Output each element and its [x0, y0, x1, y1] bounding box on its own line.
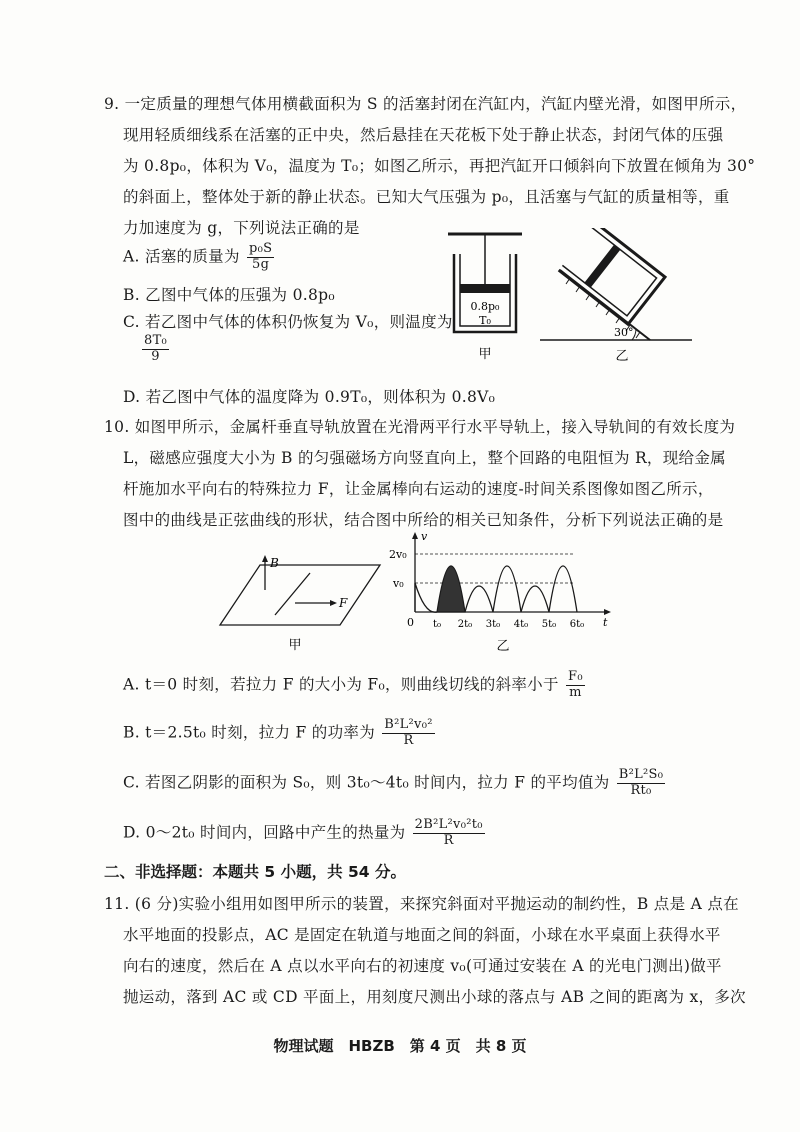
q10-option-c-text: C. 若图乙阴影的面积为 S₀，则 3t₀～4t₀ 时间内，拉力 F 的平均值为	[123, 773, 610, 792]
t-axis-arrow	[604, 609, 611, 615]
q10-line-1	[104, 415, 735, 437]
fraction-denominator: 5g	[252, 256, 270, 272]
x-tick-label: t₀	[432, 619, 442, 630]
q10-number: 10.	[104, 418, 130, 436]
curve-segment-0	[415, 583, 437, 612]
q10-option-c-fraction	[617, 768, 666, 799]
q9-figure-jia	[440, 228, 530, 368]
y-tick-label: 2v₀	[389, 548, 407, 561]
fraction-denominator: R	[443, 832, 454, 848]
shaded-hump	[437, 566, 465, 612]
q10-stem-line: 杆施加水平向右的特殊拉力 F，让金属棒向右运动的速度-时间关系图像如图乙所示，	[123, 480, 714, 498]
q9-option-c-fraction-wrap	[140, 334, 171, 365]
q11-stem-line: 水平地面的投影点，AC 是固定在轨道与地面之间的斜面，小球在水平桌面上获得水平	[123, 926, 721, 944]
q10-stem-line: 图中的曲线是正弦曲线的形状，结合图中所给的相关已知条件，分析下列说法正确的是	[123, 511, 724, 529]
gas-temp-label: T₀	[479, 314, 491, 327]
angle-label: 30°	[614, 326, 634, 339]
q10-option-c[interactable]	[123, 768, 667, 799]
piston	[584, 245, 620, 288]
fraction-numerator: 2B²L²v₀²t₀	[414, 817, 483, 832]
x-tick-label: 5t₀	[541, 619, 557, 630]
q10-option-a[interactable]	[123, 670, 587, 701]
q10-option-b[interactable]	[123, 718, 437, 749]
rails-plane	[220, 565, 380, 625]
q10-option-d-fraction	[413, 818, 485, 849]
x-tick-label: 3t₀	[485, 619, 501, 630]
force-arrow-head	[330, 600, 337, 606]
q11-stem-line: 抛运动，落到 AC 或 CD 平面上，用刻度尺测出小球的落点与 AB 之间的距离为 x，多次	[123, 988, 746, 1006]
q9-stem-line: 的斜面上，整体处于新的静止状态。已知大气压强为 p₀，且活塞与气缸的质量相等，重	[123, 188, 730, 206]
q9-option-b[interactable]: B. 乙图中气体的压强为 0.8p₀	[123, 286, 335, 304]
q9-option-a-text: A. 活塞的质量为	[123, 247, 240, 266]
fraction-numerator: B²L²S₀	[618, 767, 664, 782]
b-arrow-head	[262, 555, 268, 562]
figure-caption: 乙	[615, 349, 629, 364]
x-tick-label: 6t₀	[569, 619, 585, 630]
curve-hump	[465, 586, 493, 612]
curve-hump	[493, 566, 521, 612]
q10-option-a-text: A. t＝0 时刻，若拉力 F 的大小为 F₀，则曲线切线的斜率小于	[123, 675, 559, 694]
v-axis-arrow	[412, 532, 418, 539]
origin-label: 0	[407, 616, 414, 629]
fraction-denominator: m	[569, 684, 582, 700]
q9-stem-line: 一定质量的理想气体用横截面积为 S 的活塞封闭在汽缸内，汽缸内壁光滑，如图甲所示，	[124, 95, 747, 113]
q10-figure-yi	[385, 530, 615, 660]
q10-option-a-fraction	[566, 670, 585, 701]
q10-figure-jia	[215, 545, 395, 655]
y-tick-label: v₀	[393, 577, 404, 590]
fraction-numerator: F₀	[568, 669, 583, 684]
f-label: F	[339, 596, 348, 610]
q9-stem-line: 力加速度为 g，下列说法正确的是	[123, 219, 360, 237]
gas-pressure-label: 0.8p₀	[470, 300, 500, 313]
piston	[460, 284, 510, 293]
q10-stem-line: 如图甲所示，金属杆垂直导轨放置在光滑两平行水平导轨上，接入导轨间的有效长度为	[134, 418, 736, 436]
q9-option-c-fraction	[142, 334, 169, 365]
q9-number: 9.	[104, 95, 120, 113]
q11-line-1	[104, 892, 739, 914]
fraction-denominator: Rt₀	[630, 782, 652, 798]
q10-option-d[interactable]	[123, 818, 487, 849]
b-label: B	[270, 556, 279, 570]
q9-stem-line: 为 0.8p₀，体积为 V₀，温度为 T₀；如图乙所示，再把汽缸开口倾斜向下放置在倾角为 30°	[123, 157, 756, 175]
q9-line-1	[104, 92, 746, 114]
curve-hump	[521, 586, 549, 612]
q9-option-c-line1[interactable]: C. 若乙图中气体的体积仍恢复为 V₀，则温度为	[123, 313, 453, 331]
t-axis-label: t	[603, 616, 608, 629]
q9-figure-yi	[540, 228, 700, 368]
q11-stem-line: 向右的速度，然后在 A 点以水平向右的初速度 v₀(可通过安装在 A 的光电门测出)做平	[123, 957, 722, 975]
v-axis-label: v	[421, 530, 428, 543]
q10-option-d-text: D. 0～2t₀ 时间内，回路中产生的热量为	[123, 823, 406, 842]
figure-caption: 乙	[496, 639, 510, 654]
fraction-denominator: R	[403, 732, 414, 748]
x-tick-label: 2t₀	[457, 619, 473, 630]
q9-option-a[interactable]	[123, 242, 276, 273]
q11-number: 11.	[104, 895, 130, 913]
x-tick-label: 4t₀	[513, 619, 529, 630]
q9-option-d[interactable]: D. 若乙图中气体的温度降为 0.9T₀，则体积为 0.8V₀	[123, 388, 496, 406]
page-footer: 物理试题 HBZB 第 4 页 共 8 页	[273, 1037, 527, 1055]
cylinder-inner	[562, 228, 656, 316]
section-heading: 二、非选择题：本题共 5 小题，共 54 分。	[104, 863, 406, 881]
figure-caption: 甲	[288, 638, 302, 653]
curve-hump	[549, 566, 577, 612]
q11-stem-line: (6 分)实验小组用如图甲所示的装置，来探究斜面对平抛运动的制约性，B 点是 A 点在	[134, 895, 739, 913]
fraction-numerator: B²L²v₀²	[384, 717, 433, 732]
q10-option-b-fraction	[382, 718, 434, 749]
q9-stem-line: 现用轻质细线系在活塞的正中央，然后悬挂在天花板下处于静止状态，封闭气体的压强	[123, 126, 724, 144]
tilted-cylinder	[559, 228, 665, 324]
fraction-numerator: p₀S	[248, 241, 273, 256]
fraction-numerator: 8T₀	[144, 333, 168, 348]
q10-option-b-text: B. t＝2.5t₀ 时刻，拉力 F 的功率为	[123, 723, 376, 742]
metal-rod	[275, 573, 310, 615]
figure-caption: 甲	[478, 347, 492, 362]
q10-stem-line: L，磁感应强度大小为 B 的匀强磁场方向竖直向上，整个回路的电阻恒为 R，现给金属	[123, 449, 726, 467]
fraction-denominator: 9	[151, 348, 160, 364]
q9-option-a-fraction	[247, 242, 274, 273]
